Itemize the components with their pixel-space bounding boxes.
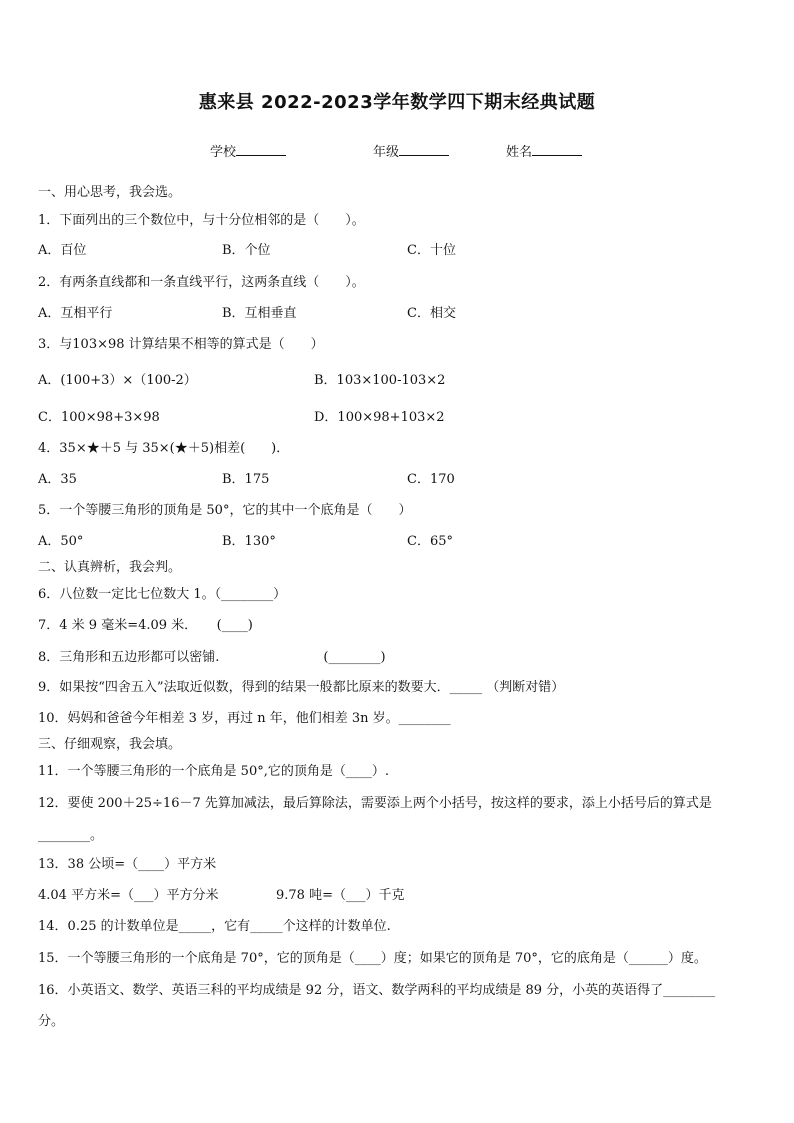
q2-option-a[interactable]: A．互相平行 bbox=[38, 306, 113, 321]
q5-option-c[interactable]: C．65° bbox=[407, 534, 453, 549]
q1-option-a[interactable]: A．百位 bbox=[38, 243, 87, 258]
q3-option-b[interactable]: B．103×100-103×2 bbox=[314, 373, 446, 388]
question-12-line-2: ________。 bbox=[38, 828, 104, 843]
name-blank[interactable] bbox=[532, 143, 582, 156]
question-13-part-a: 4.04 平方米=（___）平方分米 bbox=[38, 888, 219, 903]
q4-option-a[interactable]: A．35 bbox=[38, 472, 77, 487]
question-5-stem: 5．一个等腰三角形的顶角是 50°，它的其中一个底角是（ ） bbox=[38, 503, 412, 518]
school-blank[interactable] bbox=[236, 143, 286, 156]
q5-option-b[interactable]: B．130° bbox=[222, 534, 276, 549]
question-16-line-2: 分。 bbox=[38, 1014, 65, 1029]
school-field bbox=[210, 141, 286, 160]
grade-blank[interactable] bbox=[399, 143, 449, 156]
q3-option-d[interactable]: D．100×98+103×2 bbox=[314, 410, 445, 425]
question-16-line-1: 16．小英语文、数学、英语三科的平均成绩是 92 分，语文、数学两科的平均成绩是 89 分，小英的英语得了________ bbox=[38, 983, 716, 998]
page-title: 惠来县 2022-2023学年数学四下期末经典试题 bbox=[198, 92, 596, 113]
q4-option-c[interactable]: C．170 bbox=[407, 472, 455, 487]
q4-option-b[interactable]: B．175 bbox=[222, 472, 270, 487]
name-label: 姓名 bbox=[506, 145, 533, 160]
question-2-stem: 2．有两条直线都和一条直线平行，这两条直线（ ）。 bbox=[38, 275, 365, 290]
question-13-line-1: 13．38 公顷=（____）平方米 bbox=[38, 857, 217, 872]
q3-option-a[interactable]: A．(100+3）×（100-2） bbox=[38, 373, 197, 388]
q2-option-c[interactable]: C．相交 bbox=[407, 306, 456, 321]
question-4-stem: 4．35×★＋5 与 35×(★＋5)相差( )． bbox=[38, 441, 290, 456]
question-7: 7．4 米 9 毫米=4.09 米． (____) bbox=[38, 618, 253, 633]
q3-option-c[interactable]: C．100×98+3×98 bbox=[38, 410, 160, 425]
q2-option-b[interactable]: B．互相垂直 bbox=[222, 306, 297, 321]
question-12-line-1: 12．要使 200＋25÷16－7 先算加减法，最后算除法，需要添上两个小括号，按这样的要求，添上小括号后的算式是 bbox=[38, 796, 712, 811]
name-field bbox=[506, 141, 582, 160]
question-13-part-b: 9.78 吨=（___）千克 bbox=[276, 888, 405, 903]
q1-option-b[interactable]: B．个位 bbox=[222, 243, 271, 258]
grade-field bbox=[373, 141, 449, 160]
question-1-stem: 1．下面列出的三个数位中，与十分位相邻的是（ ）。 bbox=[38, 213, 365, 228]
school-label: 学校 bbox=[210, 145, 237, 160]
question-8: 8．三角形和五边形都可以密铺. (________) bbox=[38, 650, 386, 665]
question-14: 14．0.25 的计数单位是_____，它有_____个这样的计数单位. bbox=[38, 919, 391, 934]
question-9: 9．如果按“四舍五入”法取近似数，得到的结果一般都比原来的数要大．_____ （判断对错） bbox=[38, 680, 565, 695]
q5-option-a[interactable]: A．50° bbox=[38, 534, 84, 549]
question-10: 10．妈妈和爸爸今年相差 3 岁，再过 n 年，他们相差 3n 岁。________ bbox=[38, 711, 451, 726]
section-3-heading: 三、仔细观察，我会填。 bbox=[38, 737, 182, 752]
grade-label: 年级 bbox=[373, 145, 400, 160]
question-11: 11．一个等腰三角形的一个底角是 50°,它的顶角是（____）. bbox=[38, 764, 389, 779]
question-6: 6．八位数一定比七位数大 1。（________） bbox=[38, 587, 287, 602]
section-2-heading: 二、认真辨析，我会判。 bbox=[38, 560, 182, 575]
q1-option-c[interactable]: C．十位 bbox=[407, 243, 456, 258]
question-3-stem: 3．与103×98 计算结果不相等的算式是（ ） bbox=[38, 337, 324, 352]
question-15: 15．一个等腰三角形的一个底角是 70°，它的顶角是（____）度；如果它的顶角是 70°，它的底角是（______）度。 bbox=[38, 951, 707, 966]
section-1-heading: 一、用心思考，我会选。 bbox=[38, 185, 182, 200]
